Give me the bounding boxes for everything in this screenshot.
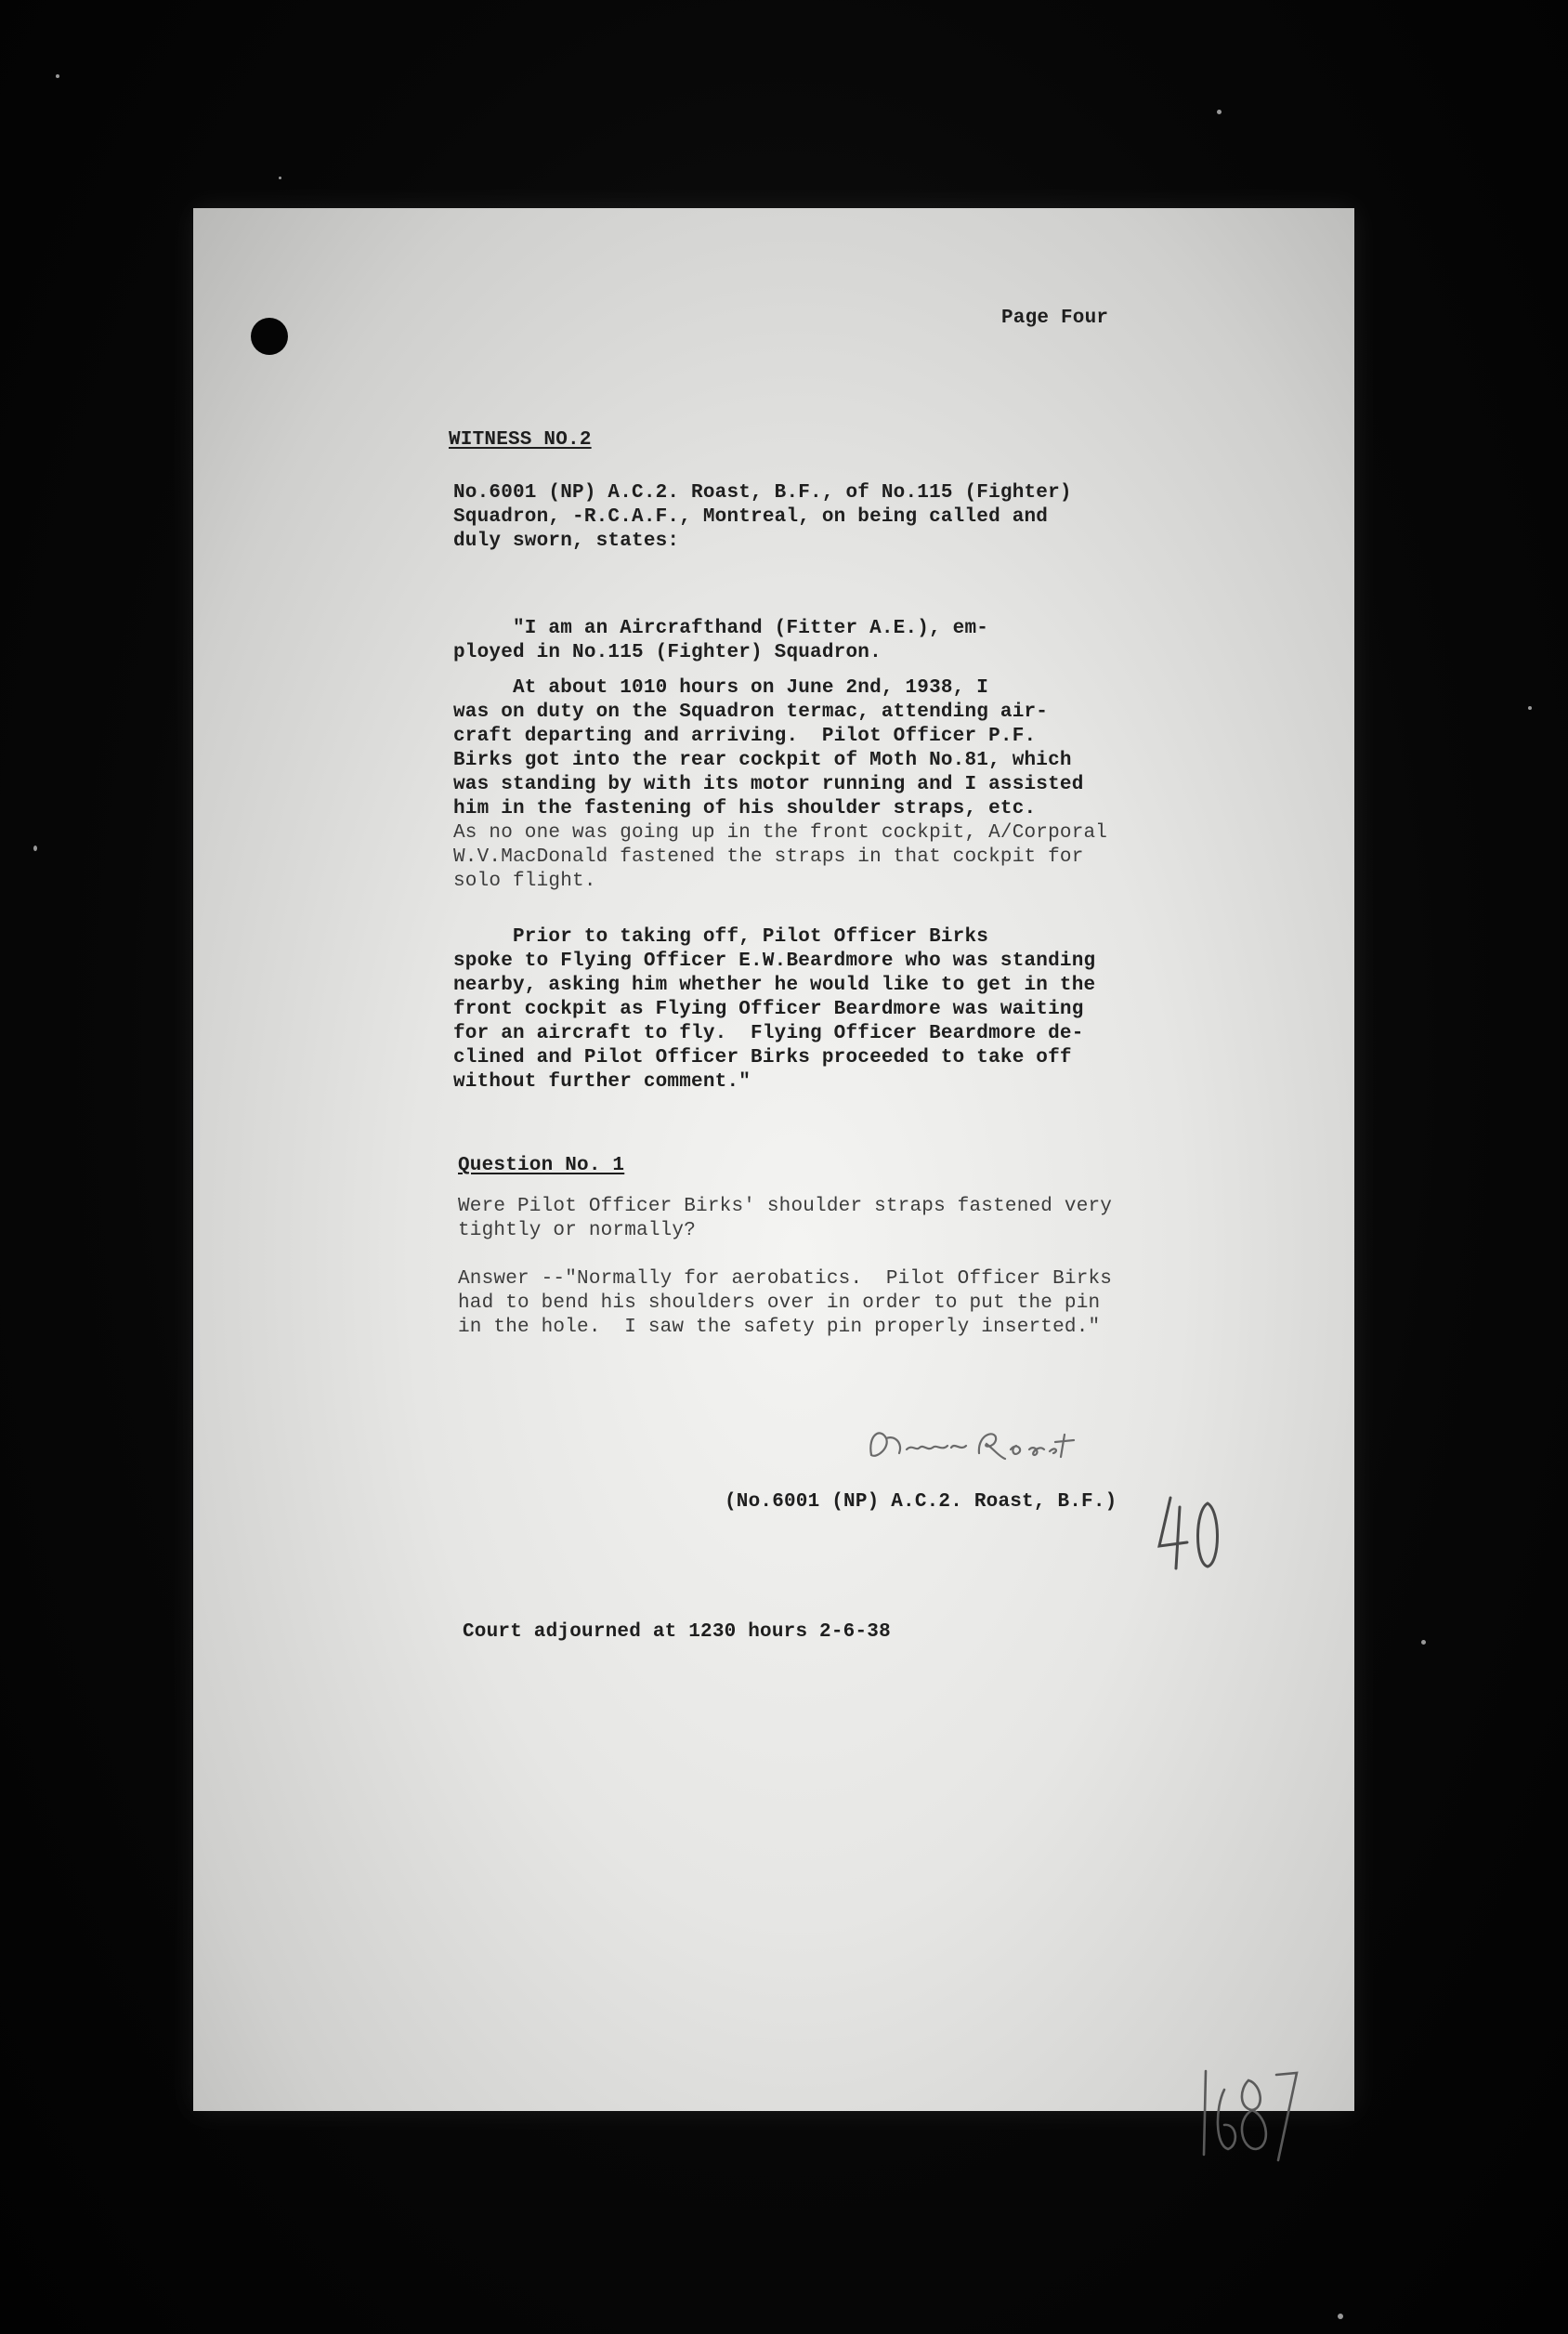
film-speck — [33, 846, 37, 851]
statement-paragraph-3 — [453, 925, 1095, 1095]
text-line: At about 1010 hours on June 2nd, 1938, I — [453, 677, 989, 699]
film-speck — [1421, 1640, 1426, 1645]
text-line: in the hole. I saw the safety pin properly inserted." — [458, 1317, 1101, 1338]
text-line: clined and Pilot Officer Birks proceeded to take off — [453, 1047, 1072, 1069]
handwritten-signature — [858, 1407, 1100, 1481]
film-speck — [279, 177, 281, 179]
page-number: Page Four — [1001, 308, 1109, 329]
text-line: without further comment." — [453, 1071, 751, 1093]
witness-heading: WITNESS NO.2 — [449, 429, 592, 451]
text-line: duly sworn, states: — [453, 531, 680, 552]
text-line: ployed in No.115 (Fighter) Squadron. — [453, 642, 882, 663]
text-line: tightly or normally? — [458, 1220, 697, 1241]
text-line: Answer --"Normally for aerobatics. Pilot Officer Birks — [458, 1268, 1113, 1290]
text-line: spoke to Flying Officer E.W.Beardmore who was standing — [453, 951, 1096, 972]
film-speck — [1528, 706, 1532, 710]
document-page — [193, 208, 1354, 2111]
text-line: solo flight. — [453, 871, 596, 892]
text-line: had to bend his shoulders over in order to put the pin — [458, 1292, 1101, 1314]
text-line: craft departing and arriving. Pilot Officer P.F. — [453, 726, 1037, 747]
text-line: front cockpit as Flying Officer Beardmore was waiting — [453, 999, 1084, 1020]
text-line: No.6001 (NP) A.C.2. Roast, B.F., of No.115 (Fighter) — [453, 482, 1072, 504]
text-line: Birks got into the rear cockpit of Moth No.81, which — [453, 750, 1072, 771]
statement-paragraph-1 — [453, 617, 988, 665]
punch-hole — [251, 318, 288, 355]
text-line: W.V.MacDonald fastened the straps in that cockpit for — [453, 846, 1084, 868]
text-line: Were Pilot Officer Birks' shoulder straps fastened very — [458, 1196, 1113, 1217]
typed-signature: (No.6001 (NP) A.C.2. Roast, B.F.) — [725, 1491, 1117, 1513]
text-line: nearby, asking him whether he would like to get in the — [453, 975, 1096, 996]
film-speck — [56, 74, 59, 78]
answer-text — [458, 1267, 1112, 1340]
text-line: Prior to taking off, Pilot Officer Birks — [453, 926, 989, 948]
text-line: was on duty on the Squadron termac, attending air- — [453, 702, 1049, 723]
witness-intro — [453, 481, 1072, 554]
statement-paragraph-2 — [453, 676, 1107, 894]
margin-handwritten-number — [1150, 1479, 1234, 1581]
text-line: him in the fastening of his shoulder straps, etc. — [453, 798, 1037, 820]
text-line: was standing by with its motor running and I assisted — [453, 774, 1084, 795]
film-speck — [1217, 110, 1222, 114]
film-speck — [1338, 2314, 1343, 2319]
text-line: As no one was going up in the front cockpit, A/Corporal — [453, 822, 1108, 844]
text-line: for an aircraft to fly. Flying Officer Beardmore de- — [453, 1023, 1084, 1044]
court-adjourned-note: Court adjourned at 1230 hours 2-6-38 — [463, 1621, 891, 1643]
question-heading: Question No. 1 — [458, 1155, 625, 1176]
question-text — [458, 1195, 1112, 1243]
folio-handwritten-number — [1187, 2052, 1308, 2173]
text-line: Squadron, -R.C.A.F., Montreal, on being called and — [453, 506, 1049, 528]
text-line: "I am an Aircrafthand (Fitter A.E.), em- — [453, 618, 989, 639]
